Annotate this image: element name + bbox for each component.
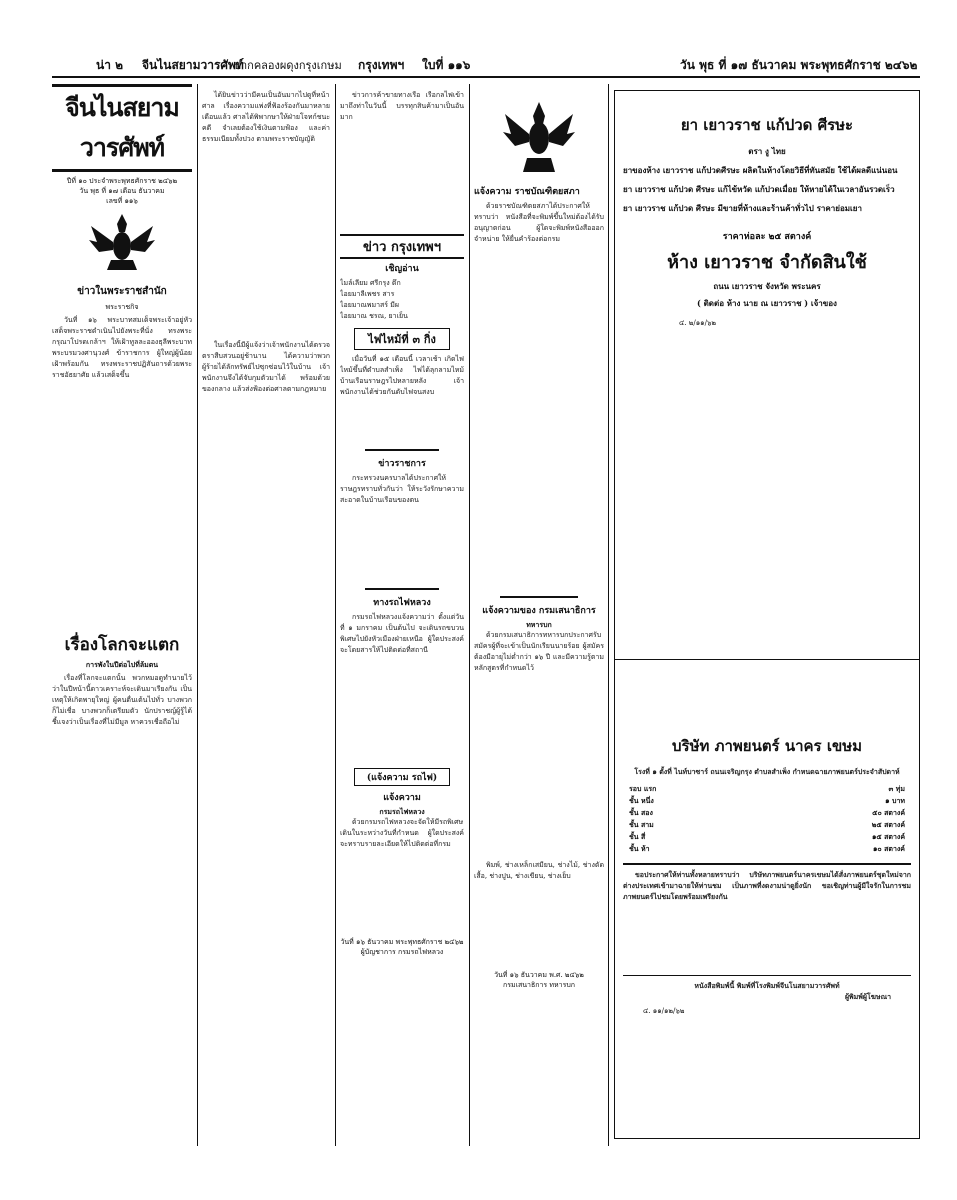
railway-notice-body: ด้วยกรมรถไฟหลวงจะจัดให้มีรถพิเศษเดินในระหว่างวันที่กำหนด ผู้ใดประสงค์จะทราบรายละเอียดให้ไปติดต่อที่กรม (340, 818, 464, 848)
government-news-title: ข่าวราชการ (378, 459, 426, 469)
header-rule (52, 76, 920, 78)
schedule-row: รอบ แรก ๓ ทุ่ม (629, 784, 905, 793)
printer-note: หนังสือพิมพ์นี้ พิมพ์ที่โรงพิมพ์จีนโนสยามวารศัพท์ (694, 981, 840, 990)
header-place: ปากคลองผดุงกรุงเกษม (234, 59, 342, 72)
army-notice-dept: ทหารบก (526, 620, 552, 629)
medicine-advertisement (614, 90, 920, 660)
garuda-emblem-icon (87, 212, 157, 278)
header-date: วัน พุธ ที่ ๑๗ ธันวาคม พระพุทธศักราช ๒๔๖๒ (680, 58, 918, 72)
army-notice-date: วันที่ ๑๖ ธันวาคม พ.ศ. ๒๔๖๒ (494, 971, 584, 979)
story-body: เรื่องที่โลกจะแตกนั้น พวกหมอดูทำนายไว้ว่าในปีหน้านี้ดาวเคราะห์จะเดินมาเรียงกัน เป็นเหตุให้เกิดพายุใหญ่ ผู้คนตื่นเต้นไปทั่ว บางพวกก็ไม่เชื่อ บางพวกก็เตรียมตัว นักปราชญ์ผู้รู้ได้ชี้แจงว่าเป็นเรื่องที่ไม่มีมูล หาควรเชื่อถือไม่ (52, 674, 192, 726)
notice-title: เชิญอ่าน (385, 264, 419, 274)
divider (623, 975, 911, 976)
government-news-body: กระทรวงนครบาลได้ประกาศให้ราษฎรทราบทั่วกันว่า ให้ระวังรักษาความสะอาดในบ้านเรือนของตน (340, 474, 464, 504)
cinema-ad-title: บริษัท ภาพยนตร์ นาคร เขษม (672, 737, 862, 755)
army-notice-body: ด้วยกรมเสนาธิการทหารบกประกาศรับสมัครผู้ที่จะเข้าเป็นนักเรียนนายร้อย ผู้สมัครต้องมีอายุไม่ต่ำกว่า ๑๖ ปี และมีความรู้ตามหลักสูตรที่กำหนดไว้ (474, 631, 604, 672)
header-city: กรุงเทพฯ (358, 58, 405, 72)
bangkok-news-heading: ข่าว กรุงเทพฯ (340, 234, 464, 259)
army-notice-title: แจ้งความของ กรมเสนาธิการ (482, 606, 596, 616)
divider (365, 588, 439, 590)
column-rule (335, 84, 336, 1146)
railway-notice-date: วันที่ ๑๖ ธันวาคม พระพุทธศักราช ๒๔๖๒ (340, 938, 464, 946)
list-item: ไมล์เลียม ศรีกรุง ตึก (340, 279, 401, 287)
army-notice-signature: กรมเสนาธิการ ทหารบก (502, 981, 576, 989)
schedule-row: ชั้น สาม ๒๕ สตางค์ (629, 820, 905, 829)
header-paper-title: จีนไนสยามวารศัพท์ (142, 58, 244, 72)
schedule-row: ชั้น สี่ ๑๕ สตางค์ (629, 832, 905, 841)
masthead-line-2: วัน พุธ ที่ ๑๗ เดือน ธันวาคม (79, 187, 165, 195)
column-3 (340, 90, 464, 1145)
cinema-ad-date: ๔. ๑๑/๑๒/๖๒ (643, 1007, 685, 1015)
railway-notice-signature: ผู้บัญชาการ กรมรถไฟหลวง (360, 948, 444, 956)
railway-title: ทางรถไฟหลวง (373, 598, 431, 608)
column-4 (474, 90, 604, 1145)
academy-notice-caption: แจ้งความ ราชบัณฑิตยสภา (474, 187, 580, 197)
royal-news-subtitle: พระราชกิจ (105, 303, 139, 311)
article-body-b: ในเรื่องนี้มีผู้แจ้งว่าเจ้าพนักงานได้ตรวจตราสืบสวนอยู่ช้านาน ได้ความว่าพวกผู้ร้ายได้ลักทรัพย์ไปซุกซ่อนไว้ในบ้าน เจ้าพนักงานจึงได้จับกุมตัวมาได้ พร้อมด้วยของกลาง แล้วส่งฟ้องต่อศาลตามกฎหมาย (202, 341, 330, 393)
masthead-line-1: ปีที่ ๑๐ ประจำพระพุทธศักราช ๒๔๖๒ (66, 177, 178, 185)
medicine-ad-address: ถนน เยาวราช จังหวัด พระนคร (713, 281, 821, 291)
railway-notice-box: (แจ้งความ รถไฟ) (354, 768, 450, 786)
list-item: ไอยมาลีเพชร สาร (340, 290, 395, 298)
shipping-news: ข่าวการค้าขายทางเรือ เรือกลไฟเข้ามาถึงท่าในวันนี้ บรรทุกสินค้ามาเป็นอันมาก (340, 91, 464, 121)
medicine-ad-line-1: ยาของห้าง เยาวราช แก้ปวดศีรษะ ผลิตในห้างโดยวิธีที่ทันสมัย ใช้ได้ผลดีแน่นอน (623, 165, 898, 175)
medicine-ad-line-3: ยา เยาวราช แก้ปวด ศีรษะ มีขายที่ห้างและร้านค้าทั่วไป ราคาย่อมเยา (623, 203, 862, 213)
medicine-ad-title: ยา เยาวราช แก้ปวด ศีรษะ (680, 116, 854, 134)
list-item: ไอยมาณพมาสร์ มีผ (340, 301, 399, 309)
railway-notice-dept: กรมรถไฟหลวง (379, 807, 425, 816)
divider (365, 449, 439, 451)
header-issue: ใบที่ ๑๑๖ (422, 58, 471, 72)
printer-signature: ผู้พิมพ์ผู้โฆษณา (844, 992, 891, 1001)
garuda-seal-icon (501, 96, 577, 178)
medicine-ad-brand: ตรา งู ไทย (748, 146, 786, 156)
railway-notice-title: แจ้งความ (383, 793, 421, 803)
academy-notice-body: ด้วยราชบัณฑิตยสภาได้ประกาศให้ทราบว่า หนังสือที่จะพิมพ์ขึ้นใหม่ต้องได้รับอนุญาตก่อน ผู้ใดจะพิมพ์หนังสือออกจำหน่าย ให้ยื่นคำร้องต่อกรม (474, 202, 604, 243)
cinema-ad-intro: โรงที่ ๑ ตั้งที่ ไนท์บาซาร์ ถนนเจริญกรุง ตำบลสำเพ็ง กำหนดฉายภาพยนตร์ประจำสัปดาห์ (634, 767, 900, 776)
medicine-ad-shop: ห้าง เยาวราช จำกัดสินใช้ (667, 252, 867, 273)
column-rule (197, 84, 198, 1146)
masthead-line-3: เลขที่ ๑๑๖ (106, 197, 138, 205)
cinema-advertisement (614, 660, 920, 1139)
column-1 (52, 84, 192, 1149)
medicine-ad-price: ราคาห่อละ ๒๕ สตางค์ (722, 232, 812, 242)
schedule-row: ชั้น ห้า ๑๐ สตางค์ (629, 844, 905, 853)
royal-news-title: ข่าวในพระราชสำนัก (77, 286, 167, 297)
fire-news-body: เมื่อวันที่ ๑๕ เดือนนี้ เวลาเช้า เกิดไฟไหม้ขึ้นที่ตำบลสำเพ็ง ไฟได้ลุกลามไหม้บ้านเรือนราษฎรไปหลายหลัง เจ้าพนักงานได้ช่วยกันดับไฟจนสงบ (340, 355, 464, 396)
medicine-ad-contact: ( ติดต่อ ห้าง นาย ณ เยาวราช ) เจ้าของ (697, 298, 837, 308)
column-rule (608, 84, 609, 1146)
trades-list: พิมพ์, ช่างเหล็กเสมียน, ช่างไม้, ช่างตัดเสื้อ, ช่างปูน, ช่างเขียน, ช่างเย็บ (474, 861, 604, 880)
medicine-ad-line-2: ยา เยาวราช แก้ปวด ศีรษะ แก้ไข้หวัด แก้ปวดเมื่อย ให้หายได้ในเวลาอันรวดเร็ว (623, 184, 895, 194)
advertisement-column (614, 90, 920, 1145)
column-rule (469, 84, 470, 1146)
divider (500, 596, 578, 598)
header-page-number: น่า ๒ (96, 58, 124, 72)
schedule-row: ชั้น หนึ่ง ๑ บาท (629, 796, 905, 805)
railway-body: กรมรถไฟหลวงแจ้งความว่า ตั้งแต่วันที่ ๑ มกราคม เป็นต้นไป จะเดินรถขบวนพิเศษไปยังหัวเมืองฝ่ายเหนือ ผู้ใดประสงค์จะโดยสารให้ไปติดต่อที่สถานี (340, 613, 464, 654)
masthead: จีนไนสยามวารศัพท์ (52, 84, 192, 172)
notice-list (340, 278, 464, 322)
article-body-a: ได้ยินข่าวว่ามีคนเป็นอันมากไปดูที่หน้าศาล เรื่องความแพ่งที่ฟ้องร้องกันมาหลายเดือนแล้ว ศาลได้พิพากษาให้ฝ่ายโจทก์ชนะคดี จำเลยต้องใช้เงินตามฟ้อง และค่าธรรมเนียมทั้งปวง ตามพระราชบัญญัติ (202, 91, 330, 143)
cinema-ad-body: ขอประกาศให้ท่านทั้งหลายทราบว่า บริษัทภาพยนตร์นาครเขษมได้สั่งภาพยนตร์ชุดใหม่จากต่างประเทศเข้ามาฉายให้ท่านชม เป็นภาพที่งดงามน่าดูยิ่งนัก ขอเชิญท่านผู้มีใจรักในการชมภาพยนตร์ไปชมโดยพร้อมเพรียงกัน (623, 870, 911, 901)
medicine-ad-date: ๔. ๒/๑๑/๖๒ (679, 319, 717, 327)
royal-news-body: วันที่ ๑๖ พระบาทสมเด็จพระเจ้าอยู่หัว เสด็จพระราชดำเนินไปยังพระที่นั่ง ทรงพระกรุณาโปรดเกล้าฯ ให้เฝ้าทูลละอองธุลีพระบาท พระบรมวงศานุวงศ์ ข้าราชการ ผู้ใหญ่ผู้น้อยเฝ้าพร้อมกัน ทรงพระราชปฏิสันถารด้วยพระราชอัธยาศัย แล้วเสด็จขึ้น (52, 316, 192, 379)
column-2 (202, 90, 330, 1145)
divider (623, 863, 911, 865)
fire-news-box: ไฟไหม้ที่ ๓ กิ่ง (354, 328, 450, 350)
story-headline: เรื่องโลกจะแตก (64, 635, 180, 655)
schedule-row: ชั้น สอง ๕๐ สตางค์ (629, 808, 905, 817)
story-subheadline: การพังในปีต่อไปที่ล้มตน (85, 660, 159, 669)
list-item: ไอยมาณ ชรณ, ยาเย็น (340, 312, 408, 320)
